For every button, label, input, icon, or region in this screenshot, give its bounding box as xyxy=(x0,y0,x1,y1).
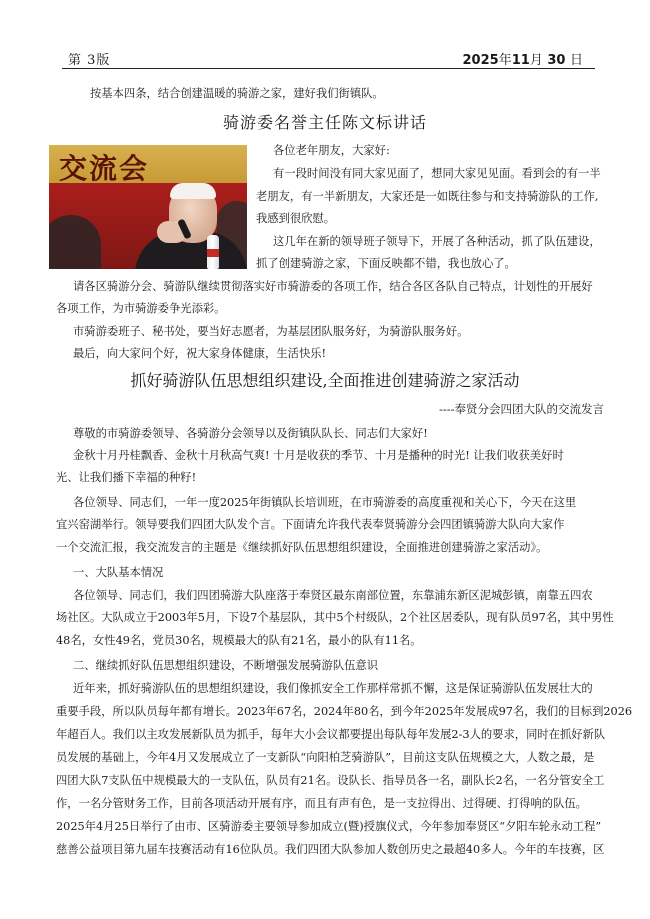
speech2-paragraph: 尊敬的市骑游委领导、各骑游分会领导以及街镇队队长、同志们大家好! xyxy=(73,427,428,440)
speech1-paragraph: 抓了创建骑游之家，下面反映都不错，我也放心了。 xyxy=(256,257,516,270)
header-rule xyxy=(62,68,595,69)
speech1-paragraph: 各项工作，为市骑游委争光添彩。 xyxy=(56,302,226,315)
speech2-paragraph: 年超百人。我们以主攻发展新队员为抓手，每年大小会议都要提出每队每年发展2-3人的要求，同时在抓好新队 xyxy=(56,728,606,741)
speech1-paragraph: 有一段时间没有同大家见面了，想同大家见见面。看到会的有一半 xyxy=(273,167,601,180)
speech1-paragraph: 我感到很欣慰。 xyxy=(256,212,336,225)
date-year-suffix: 年 xyxy=(498,53,512,68)
speech1-paragraph: 市骑游委班子、秘书处，要当好志愿者，为基层团队服务好，为骑游队服务好。 xyxy=(73,325,469,338)
date-day: 30 xyxy=(547,53,566,68)
date-day-suffix: 日 xyxy=(569,53,583,68)
speech2-paragraph: 金秋十月丹桂飘香、金秋十月秋高气爽! 十月是收获的季节、十月是播种的时光! 让我们收获美好时 xyxy=(73,449,564,462)
speech2-paragraph: 近年来，抓好骑游队伍的思想组织建设，我们像抓安全工作那样常抓不懈，这是保证骑游队伍发展壮大的 xyxy=(73,682,593,695)
speech2-paragraph: 重要手段，所以队员每年都有增长。2023年67名，2024年80名，到今年2025年发展成97名，我们的目标到2026 xyxy=(56,705,633,718)
intro-line: 按基本四条，结合创建温暖的骑游之家，建好我们街镇队。 xyxy=(90,87,384,100)
edition-label: 第 3版 xyxy=(68,53,111,68)
speech1-paragraph: 请各区骑游分会、骑游队继续贯彻落实好市骑游委的各项工作，结合各区各队自己特点，计划性的开展好 xyxy=(73,280,593,293)
photo-banner-text: 交流会 xyxy=(59,152,150,185)
speech1-paragraph: 最后，向大家问个好，祝大家身体健康，生活快乐! xyxy=(73,347,327,360)
speech1-title: 骑游委名誉主任陈文标讲话 xyxy=(222,113,427,132)
speech2-title: 抓好骑游队伍思想组织建设,全面推进创建骑游之家活动 xyxy=(130,371,520,390)
speech2-paragraph: 各位领导、同志们，一年一度2025年街镇队长培训班，在市骑游委的高度重视和关心下，今天在这里 xyxy=(73,496,577,509)
speech2-paragraph: 光、让我们播下幸福的种籽! xyxy=(56,471,197,484)
speech2-paragraph: 慈善公益项目第九届车技赛活动有16位队员。我们四团大队参加人数创历史之最超40多人。今年的车技赛，区 xyxy=(56,843,605,856)
page-header xyxy=(62,49,595,69)
date-year: 2025 xyxy=(462,53,499,68)
speech1-paragraph: 这几年在新的领导班子领导下，开展了各种活动，抓了队伍建设， xyxy=(273,235,601,248)
speech2-paragraph: 48名，女性49名，党员30名，规模最大的队有21名，最小的队有11名。 xyxy=(56,634,422,647)
section-heading: 一、大队基本情况 xyxy=(73,566,164,579)
speech2-paragraph: 各位领导、同志们，我们四团骑游大队座落于奉贤区最东南部位置，东靠浦东新区泥城彭镇，南靠五四农 xyxy=(73,589,593,602)
speech2-paragraph: 四团大队7支队伍中规模最大的一支队伍，队员有21名。设队长、指导员各一名，副队长2名，一名分管安全工 xyxy=(56,774,605,787)
speaker-photo xyxy=(49,145,247,269)
speech2-paragraph: 2025年4月25日举行了由市、区骑游委主要领导参加成立(暨)授旗仪式，今年参加奉贤区“夕阳车轮永动工程” xyxy=(56,820,602,833)
speech2-paragraph: 作，一名分管财务工作，目前各项活动开展有序，而且有声有色，是一支拉得出、过得硬、打得响的队伍。 xyxy=(56,797,587,810)
speech2-paragraph: 场社区。大队成立于2003年5月，下设7个基层队，其中5个村级队，2个社区居委队，现有队员97名，其中男性 xyxy=(56,611,614,624)
section-heading: 二、继续抓好队伍思想组织建设，不断增强发展骑游队伍意识 xyxy=(73,659,379,672)
speech2-paragraph: 一个交流汇报，我交流发言的主题是《继续抓好队伍思想组织建设，全面推进创建骑游之家活动》。 xyxy=(56,541,548,554)
speech1-paragraph: 老朋友，有一半新朋友，大家还是一如既往参与和支持骑游队的工作, xyxy=(256,190,599,203)
speech2-subtitle: ----奉贤分会四团大队的交流发言 xyxy=(438,402,604,416)
issue-date xyxy=(463,49,583,68)
speech2-paragraph: 员发展的基础上，今年4月又发展成立了一支新队“向阳柏芝骑游队”，目前这支队伍规模之大，人数之最，是 xyxy=(56,751,595,764)
date-month: 11 xyxy=(511,53,530,68)
date-month-suffix: 月 xyxy=(529,53,543,68)
speech2-paragraph: 宜兴窑湖举行。领导要我们四团大队发个言。下面请允许我代表奉贤骑游分会四团镇骑游大队向大家作 xyxy=(56,518,565,531)
speech1-paragraph: 各位老年朋友，大家好: xyxy=(273,144,390,157)
